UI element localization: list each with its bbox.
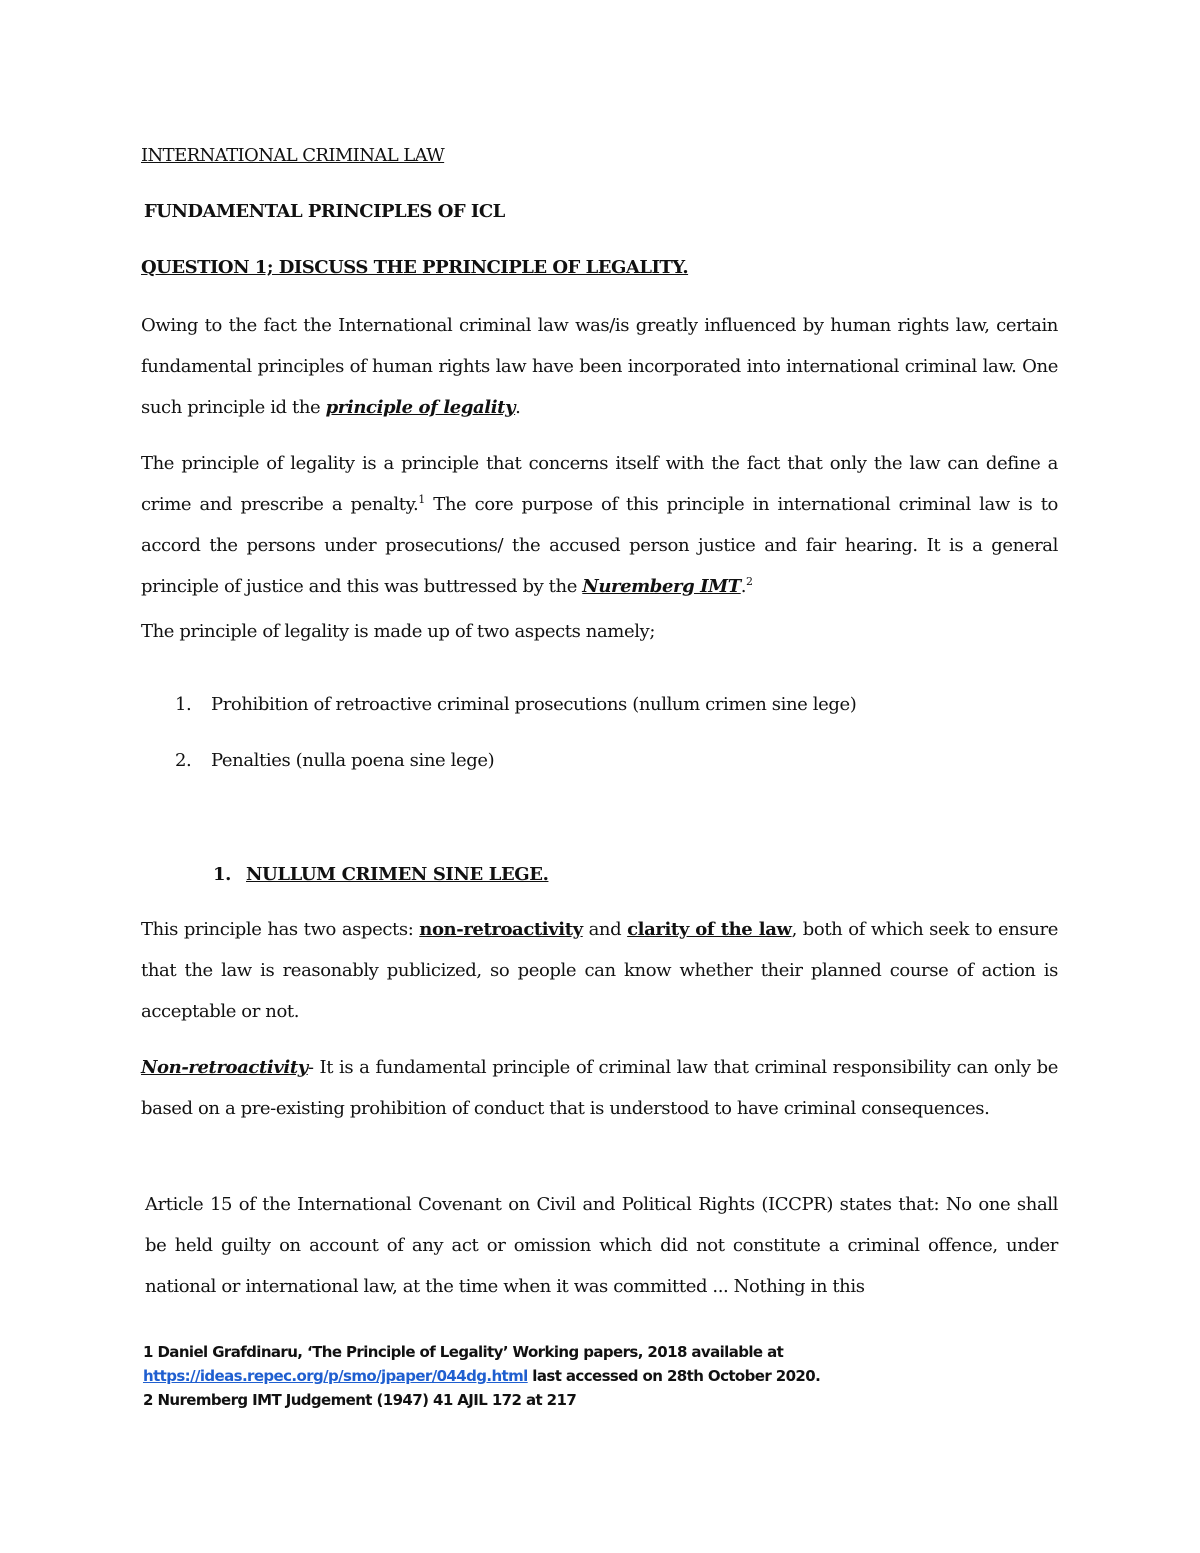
- footnote-ref-2[interactable]: 2: [746, 575, 753, 588]
- list-number: 2.: [175, 750, 192, 771]
- paragraph-definition: [141, 443, 1058, 607]
- section-subtitle: FUNDAMENTAL PRINCIPLES OF ICL: [144, 201, 505, 222]
- emphasized-term: Nuremberg IMT: [582, 576, 741, 597]
- paragraph-text: , both of which seek to ensure that the law is reasonably publicized, so people can know whether their planned course of action is acceptable or not.: [141, 919, 1058, 1022]
- footnote-1-continued: [143, 1367, 820, 1385]
- list-text: Penalties (nulla poena sine lege): [211, 750, 495, 771]
- paragraph-text: Owing to the fact the International criminal law was/is greatly influenced by human rights law, certain fundamental principles of human rights law have been incorporated into international criminal law. One such principle id the: [141, 315, 1058, 418]
- list-number: 1.: [175, 694, 192, 715]
- list-text: Prohibition of retroactive criminal prosecutions (nullum crimen sine lege): [211, 694, 857, 715]
- paragraph-article-15: Article 15 of the International Covenant on Civil and Political Rights (ICCPR) states that: No one shall be held guilty on account of any act or omission which did not constitute a criminal offence, under national or international law, at the time when it was committed ... Nothing in this: [145, 1194, 1058, 1297]
- footnote-1: 1 Daniel Grafdinaru, ‘The Principle of Legality’ Working papers, 2018 available at: [143, 1343, 784, 1361]
- emphasized-term: clarity of the law: [627, 919, 792, 940]
- paragraph-two-aspects: [141, 909, 1058, 1032]
- heading-number: 1.: [213, 864, 231, 885]
- paragraph-text: - It is a fundamental principle of criminal law that criminal responsibility can only be based on a pre-existing prohibition of conduct that is understood to have criminal consequences.: [141, 1057, 1058, 1119]
- emphasized-term: non-retroactivity: [419, 919, 583, 940]
- emphasized-term: Non-retroactivity: [141, 1057, 308, 1078]
- question-heading: QUESTION 1; DISCUSS THE PPRINCIPLE OF LEGALITY.: [141, 257, 689, 278]
- list-item: [175, 750, 494, 771]
- paragraph-text: The principle of legality is a principle that concerns itself with the fact that only the law can define a crime and prescribe a penalty.: [141, 453, 1058, 515]
- paragraph-non-retroactivity: [141, 1047, 1058, 1129]
- emphasized-term: principle of legality: [325, 397, 516, 418]
- document-title: INTERNATIONAL CRIMINAL LAW: [141, 145, 445, 166]
- paragraph-text: This principle has two aspects:: [141, 919, 420, 940]
- list-item: [175, 694, 856, 715]
- punctuation: .: [515, 397, 521, 418]
- paragraph-text: and: [582, 919, 628, 940]
- punctuation: .: [740, 576, 747, 597]
- footnote-link[interactable]: https://ideas.repec.org/p/smo/jpaper/044dg.html: [143, 1367, 528, 1385]
- footnote-text: last accessed on 28th October 2020.: [527, 1367, 821, 1385]
- footnote-2: 2 Nuremberg IMT Judgement (1947) 41 AJIL 172 at 217: [143, 1391, 577, 1409]
- section-heading: NULLUM CRIMEN SINE LEGE.: [246, 864, 549, 885]
- footnote-ref-1[interactable]: 1: [418, 493, 425, 506]
- paragraph-intro: [141, 305, 1058, 428]
- paragraph-aspects: The principle of legality is made up of two aspects namely;: [141, 621, 655, 642]
- paragraph-text: The core purpose of this principle in international criminal law is to accord the persons under prosecutions/ the accused person justice and fair hearing. It is a general principle of justice and this was buttressed by the: [141, 494, 1058, 597]
